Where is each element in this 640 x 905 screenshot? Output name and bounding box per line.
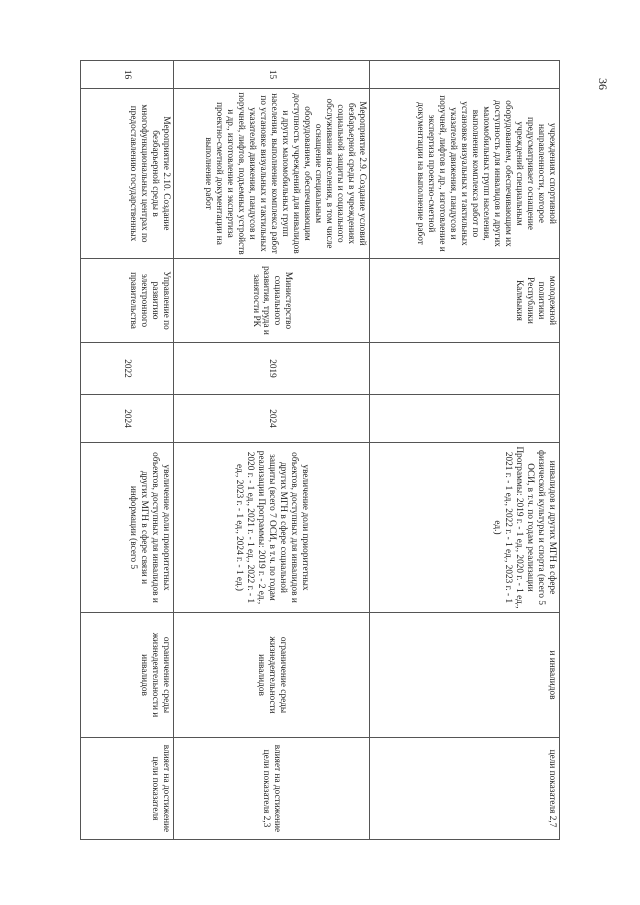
indicator-link-text: влияет на достижение цели показателя xyxy=(150,744,171,833)
event-text: Мероприятие 2.10. Создание безбарьерной среды в многофункциональных центрах по предоставлению государственных xyxy=(128,104,171,243)
consequence-text: ограничение среды жизнедеятельности инвалидов xyxy=(256,636,288,714)
executor-cell xyxy=(81,258,173,342)
start-year: 2019 xyxy=(266,359,277,378)
indicator-link-cell xyxy=(370,737,559,840)
result-text: увеличение доли приоритетных объектов, доступных для инвалидов и других МГН в сфере социальной защиты (всего 7 ОСИ, в т.ч. по годам реализации Программы: 2019 г. - 2 ед., 2020 г. - 1 ед., 2021 г. - 1 ед., 2022 г. - 1 ед., 2023 г. - 1 ед., 2024 г. - 1 ед.) xyxy=(234,450,310,605)
start-year-cell xyxy=(81,342,173,394)
consequence-cell xyxy=(174,612,369,737)
result-text: увеличение доли приоритетных объектов, доступных для инвалидов и других МГН в сфере связи и информации (всего 5 xyxy=(128,452,171,603)
table-row xyxy=(174,60,370,840)
row-number-cell xyxy=(174,60,369,88)
result-cell xyxy=(174,442,369,612)
end-year-cell xyxy=(81,394,173,442)
end-year: 2024 xyxy=(266,409,277,428)
table-row xyxy=(370,60,560,840)
start-year-cell xyxy=(174,342,369,394)
result-text: инвалидов и других МГН в сфере физической культуры и спорта (всего 5 ОСИ, в т.ч. по годам реализации Программы: 2019 г. - 1 ед., 2020 г. - 1 ед., 2021 г. - 1 ед., 2022 г. - 1 ед., 2023 г. - 1 ед.) xyxy=(492,446,557,609)
end-year-cell xyxy=(174,394,369,442)
row-number-cell xyxy=(81,60,173,88)
indicator-link-text: влияет на достижение цели показателя 2,3 xyxy=(261,744,283,833)
event-text: учреждениях спортивной направленности, которое предусматривает оснащение учреждений специальным оборудованием, обеспечивающим их доступность для инвалидов и других маломобильных групп населения, выполнение комплекса работ по установке визуальных и тактильных указателей движения, пандусов и поручней, лифтов и др., изготовление и экспертиза проектно-сметной документации на выполнение работ xyxy=(415,95,557,252)
table-row xyxy=(80,60,174,840)
indicator-link-cell xyxy=(174,737,369,840)
row-number: 16 xyxy=(122,69,133,80)
page-number: 36 xyxy=(596,78,610,90)
result-cell xyxy=(81,442,173,612)
consequence-text: и инвалидов xyxy=(547,650,557,700)
program-events-table xyxy=(80,60,560,840)
consequence-cell xyxy=(81,612,173,737)
start-year: 2022 xyxy=(122,359,133,378)
result-cell xyxy=(370,442,559,612)
executor-text: Управление по развитию электронного правительства xyxy=(128,271,171,330)
end-year-cell xyxy=(370,394,559,442)
executor-cell xyxy=(370,258,559,342)
executor-text: Министерство социального развития, труда и занятости РК xyxy=(250,266,294,335)
end-year: 2024 xyxy=(122,409,133,428)
event-text: Мероприятие 2.9. Создание условий безбарьерной среды в учреждениях социальной защиты и социального обслуживания населения, в том числе оснащение специальным оборудованием, обеспечивающим доступность учреждений для инвалидов и других маломобильных групп населения, выполнение комплекса работ по установке визуальных и тактильных указателей движения, пандусов и поручней, лифтов, подъемных устройств и др., изготовление и экспертиза проектно-сметной документации на выполнение работ xyxy=(203,92,367,255)
document-page xyxy=(80,60,560,840)
row-number-cell xyxy=(370,60,559,88)
consequence-text: ограничение среды жизнедеятельности и инвалидов xyxy=(139,632,171,718)
start-year-cell xyxy=(370,342,559,394)
indicator-link-cell xyxy=(81,737,173,840)
event-cell xyxy=(370,88,559,258)
event-cell xyxy=(81,88,173,258)
row-number: 15 xyxy=(266,69,277,80)
executor-cell xyxy=(174,258,369,342)
executor-text: молодежной политики Республики Калмыкия xyxy=(514,275,557,326)
indicator-link-text: цели показателя 2,7 xyxy=(547,749,557,828)
consequence-cell xyxy=(370,612,559,737)
event-cell xyxy=(174,88,369,258)
